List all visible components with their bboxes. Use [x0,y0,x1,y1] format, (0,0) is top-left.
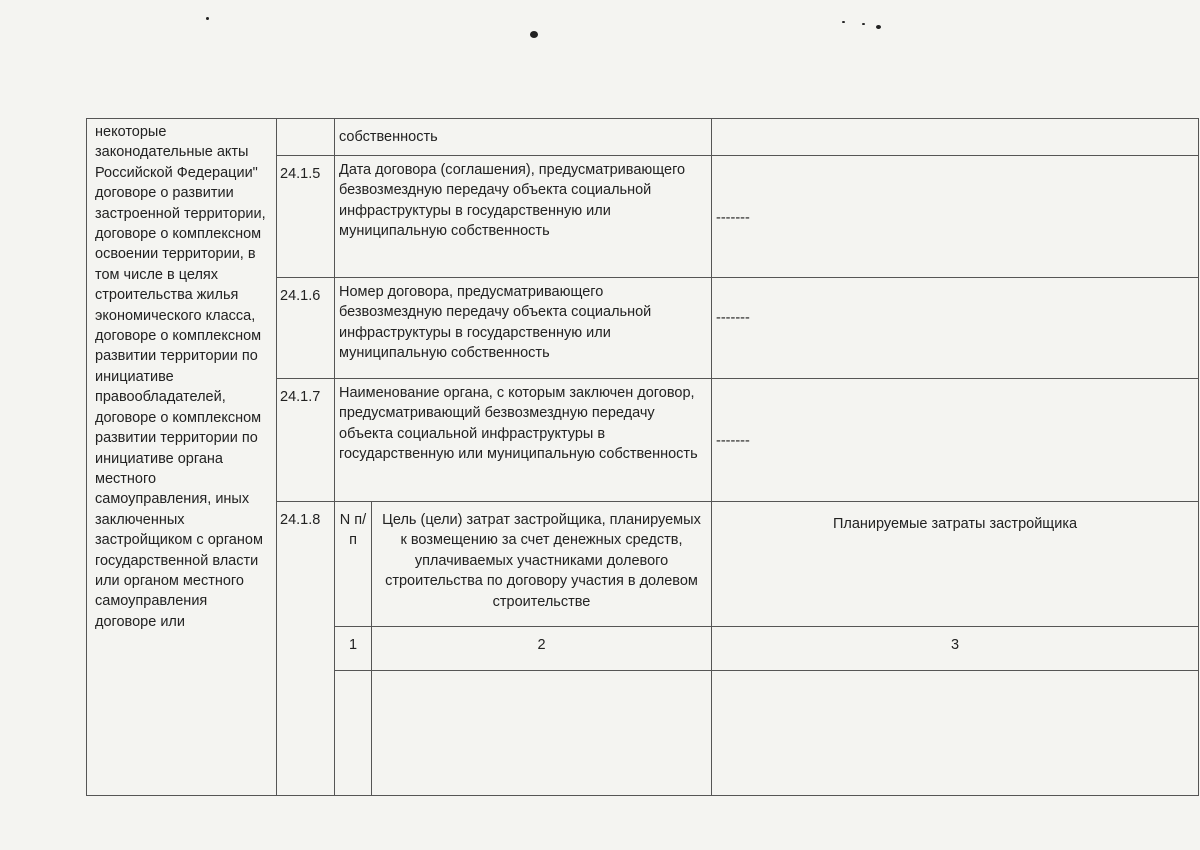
row-value: ------- [712,278,1199,379]
empty-cell [335,671,372,796]
row-description: собственность [335,119,712,156]
empty-cell [372,671,712,796]
row-value: ------- [712,379,1199,502]
row-number [277,119,335,156]
scan-speck [876,25,881,29]
row-description: Номер договора, предусматривающего безвозмездную передачу объекта социальной инфраструктуры в государственную или муниципальную собственность [335,278,712,379]
row-number: 24.1.6 [277,278,335,379]
category-description: некоторые законодательные акты Российской Федерации" договоре о развитии застроенной территории, договоре о комплексном освоении территории, в том числе в целях строительства жилья экономического класса, договоре о комплексном развитии территории по инициативе правообладателей, договоре о комплексном развитии территории по инициативе органа местного самоуправления, иных заключенных застройщиком с органом государственной власти или органом местного самоуправления договоре или [87,119,277,796]
scan-speck [530,31,538,38]
scan-speck [206,17,209,20]
purpose-header: Цель (цели) затрат застройщика, планируемых к возмещению за счет денежных средств, уплачиваемых участниками долевого строительства по договору участия в долевом строительстве [372,502,712,627]
row-number: 24.1.7 [277,379,335,502]
column-number: 2 [372,627,712,671]
row-description: Дата договора (соглашения), предусматривающего безвозмездную передачу объекта социальной инфраструктуры в государственную или муниципальную собственность [335,156,712,278]
row-value: ------- [712,156,1199,278]
index-header: N п/п [335,502,372,627]
table-row [87,119,1199,156]
empty-cell [712,671,1199,796]
column-number: 1 [335,627,372,671]
scan-speck [842,21,845,23]
row-number: 24.1.8 [277,502,335,796]
row-description: Наименование органа, с которым заключен договор, предусматривающий безвозмездную передачу объекта социальной инфраструктуры в государственную или муниципальную собственность [335,379,712,502]
column-number: 3 [712,627,1199,671]
row-number: 24.1.5 [277,156,335,278]
document-table [86,118,1199,796]
scan-speck [862,23,865,25]
costs-header: Планируемые затраты застройщика [712,502,1199,627]
row-value [712,119,1199,156]
